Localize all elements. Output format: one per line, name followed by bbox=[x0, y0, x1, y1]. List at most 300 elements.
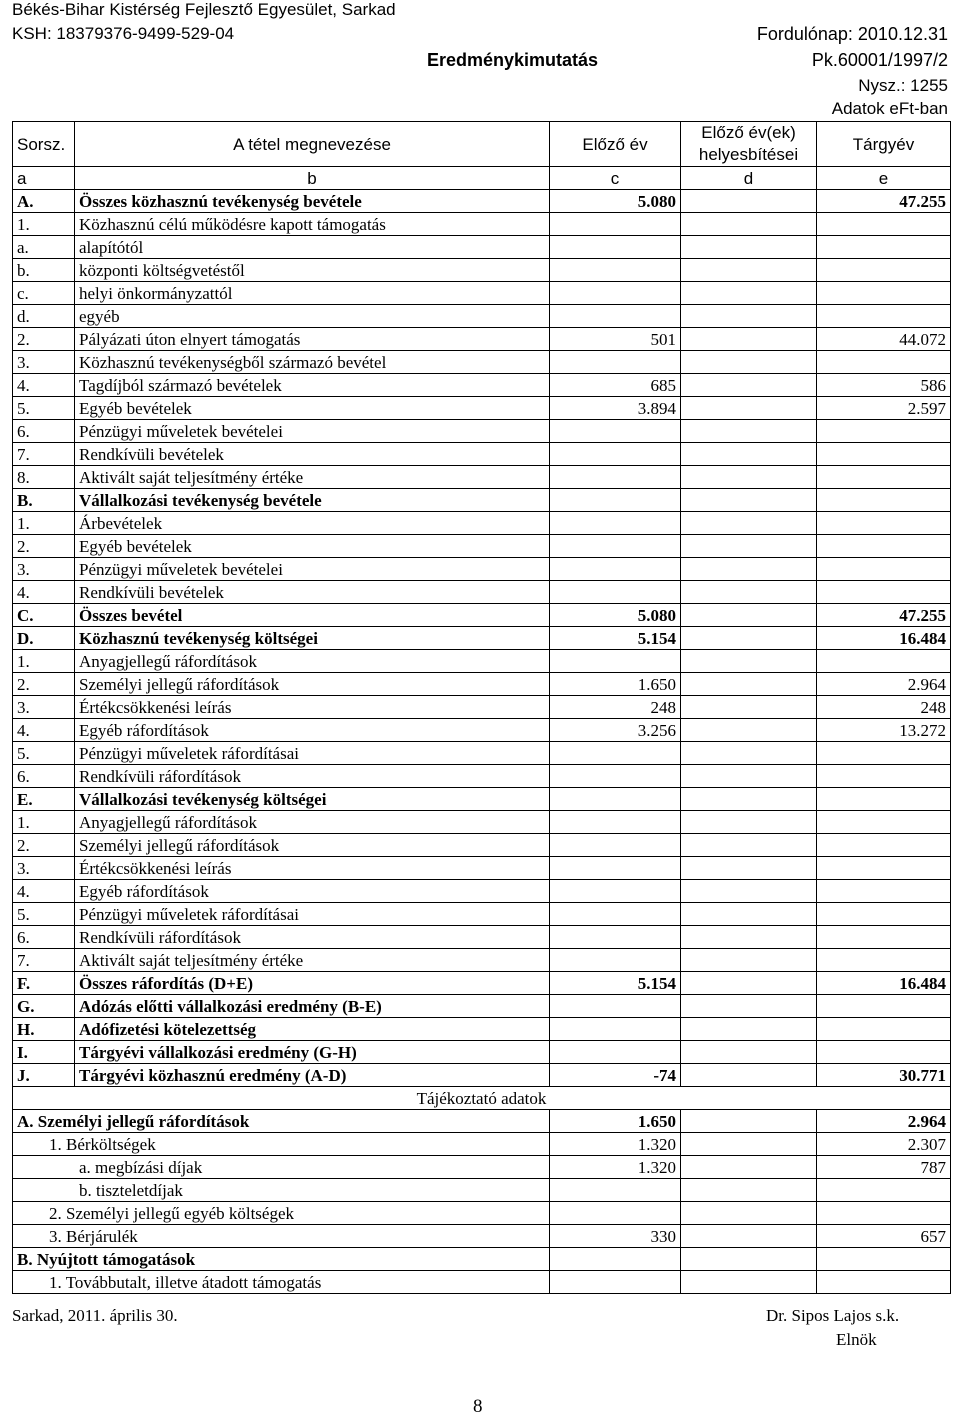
row-id: 6. bbox=[13, 765, 75, 788]
row-adjustment-value bbox=[681, 328, 817, 351]
row-adjustment-value bbox=[681, 374, 817, 397]
info-current-value bbox=[817, 1179, 951, 1202]
column-header-adjustments bbox=[681, 122, 817, 167]
row-adjustment-value bbox=[681, 765, 817, 788]
row-prev-value bbox=[550, 213, 681, 236]
row-current-value bbox=[817, 535, 951, 558]
row-id: d. bbox=[13, 305, 75, 328]
row-adjustment-value bbox=[681, 236, 817, 259]
info-label: 3. Bérjárulék bbox=[13, 1225, 550, 1248]
row-name: Vállalkozási tevékenység bevétele bbox=[75, 489, 550, 512]
info-prev-value bbox=[550, 1271, 681, 1294]
row-current-value bbox=[817, 903, 951, 926]
info-row bbox=[13, 1202, 951, 1225]
info-adjustment-value bbox=[681, 1179, 817, 1202]
row-adjustment-value bbox=[681, 788, 817, 811]
row-current-value: 16.484 bbox=[817, 627, 951, 650]
row-prev-value: 5.154 bbox=[550, 627, 681, 650]
row-current-value bbox=[817, 926, 951, 949]
row-prev-value bbox=[550, 512, 681, 535]
info-row bbox=[13, 1225, 951, 1248]
table-row bbox=[13, 489, 951, 512]
info-row bbox=[13, 1133, 951, 1156]
row-id: a. bbox=[13, 236, 75, 259]
row-current-value bbox=[817, 834, 951, 857]
table-row bbox=[13, 282, 951, 305]
row-prev-value bbox=[550, 282, 681, 305]
row-prev-value: -74 bbox=[550, 1064, 681, 1087]
column-letters-row bbox=[13, 167, 951, 190]
row-adjustment-value bbox=[681, 1064, 817, 1087]
row-current-value bbox=[817, 489, 951, 512]
row-id: C. bbox=[13, 604, 75, 627]
row-name: Személyi jellegű ráfordítások bbox=[75, 834, 550, 857]
row-current-value bbox=[817, 420, 951, 443]
table-row bbox=[13, 443, 951, 466]
row-current-value: 30.771 bbox=[817, 1064, 951, 1087]
row-id: B. bbox=[13, 489, 75, 512]
row-name: Összes közhasznú tevékenység bevétele bbox=[75, 190, 550, 213]
info-label: 2. Személyi jellegű egyéb költségek bbox=[13, 1202, 550, 1225]
row-adjustment-value bbox=[681, 512, 817, 535]
row-id: 5. bbox=[13, 742, 75, 765]
row-id: 5. bbox=[13, 903, 75, 926]
row-id: 2. bbox=[13, 535, 75, 558]
info-row bbox=[13, 1271, 951, 1294]
table-row bbox=[13, 1041, 951, 1064]
signatory-name: Dr. Sipos Lajos s.k. bbox=[766, 1306, 900, 1325]
info-row bbox=[13, 1179, 951, 1202]
row-prev-value bbox=[550, 742, 681, 765]
info-prev-value bbox=[550, 1248, 681, 1271]
row-current-value bbox=[817, 811, 951, 834]
row-adjustment-value bbox=[681, 443, 817, 466]
row-id: A. bbox=[13, 190, 75, 213]
row-adjustment-value bbox=[681, 834, 817, 857]
info-prev-value bbox=[550, 1202, 681, 1225]
info-adjustment-value bbox=[681, 1271, 817, 1294]
row-current-value bbox=[817, 742, 951, 765]
row-current-value: 44.072 bbox=[817, 328, 951, 351]
row-id: 3. bbox=[13, 351, 75, 374]
row-id: H. bbox=[13, 1018, 75, 1041]
reporting-date: Fordulónap: 2010.12.31 bbox=[756, 24, 948, 44]
row-current-value: 13.272 bbox=[817, 719, 951, 742]
table-row bbox=[13, 903, 951, 926]
row-current-value bbox=[817, 1018, 951, 1041]
table-row bbox=[13, 834, 951, 857]
row-id: c. bbox=[13, 282, 75, 305]
row-adjustment-value bbox=[681, 949, 817, 972]
row-name: Pályázati úton elnyert támogatás bbox=[75, 328, 550, 351]
row-name: Egyéb ráfordítások bbox=[75, 719, 550, 742]
row-name: Pénzügyi műveletek bevételei bbox=[75, 558, 550, 581]
row-name: Rendkívüli bevételek bbox=[75, 581, 550, 604]
table-row bbox=[13, 374, 951, 397]
row-adjustment-value bbox=[681, 650, 817, 673]
row-current-value: 47.255 bbox=[817, 604, 951, 627]
table-row bbox=[13, 742, 951, 765]
row-id: 6. bbox=[13, 420, 75, 443]
row-prev-value: 248 bbox=[550, 696, 681, 719]
row-name: Összes ráfordítás (D+E) bbox=[75, 972, 550, 995]
row-name: Anyagjellegű ráfordítások bbox=[75, 650, 550, 673]
table-header-row bbox=[13, 122, 951, 167]
place-and-date: Sarkad, 2011. április 30. bbox=[12, 1306, 178, 1325]
table-row bbox=[13, 719, 951, 742]
row-name: Tagdíjból származó bevételek bbox=[75, 374, 550, 397]
info-row bbox=[13, 1248, 951, 1271]
table-row bbox=[13, 926, 951, 949]
row-current-value bbox=[817, 236, 951, 259]
row-current-value: 16.484 bbox=[817, 972, 951, 995]
row-name: Értékcsökkenési leírás bbox=[75, 696, 550, 719]
row-current-value bbox=[817, 282, 951, 305]
info-adjustment-value bbox=[681, 1225, 817, 1248]
info-row bbox=[13, 1156, 951, 1179]
row-name: Árbevételek bbox=[75, 512, 550, 535]
row-adjustment-value bbox=[681, 627, 817, 650]
row-adjustment-value bbox=[681, 972, 817, 995]
row-prev-value bbox=[550, 305, 681, 328]
table-row bbox=[13, 328, 951, 351]
row-prev-value bbox=[550, 489, 681, 512]
row-current-value bbox=[817, 788, 951, 811]
info-label: A. Személyi jellegű ráfordítások bbox=[13, 1110, 550, 1133]
table-row bbox=[13, 512, 951, 535]
row-adjustment-value bbox=[681, 696, 817, 719]
row-prev-value: 1.650 bbox=[550, 673, 681, 696]
row-current-value: 586 bbox=[817, 374, 951, 397]
info-section-title: Tájékoztató adatok bbox=[13, 1087, 951, 1110]
row-adjustment-value bbox=[681, 213, 817, 236]
row-prev-value bbox=[550, 765, 681, 788]
row-name: Aktivált saját teljesítmény értéke bbox=[75, 949, 550, 972]
page-number: 8 bbox=[473, 1396, 483, 1417]
row-adjustment-value bbox=[681, 351, 817, 374]
row-name: Közhasznú célú működésre kapott támogatás bbox=[75, 213, 550, 236]
row-current-value bbox=[817, 880, 951, 903]
row-name: Pénzügyi műveletek ráfordításai bbox=[75, 903, 550, 926]
row-id: I. bbox=[13, 1041, 75, 1064]
row-name: Adózás előtti vállalkozási eredmény (B-E) bbox=[75, 995, 550, 1018]
row-id: 4. bbox=[13, 374, 75, 397]
row-adjustment-value bbox=[681, 811, 817, 834]
row-id: E. bbox=[13, 788, 75, 811]
row-prev-value bbox=[550, 351, 681, 374]
row-prev-value: 501 bbox=[550, 328, 681, 351]
row-id: 8. bbox=[13, 466, 75, 489]
table-row bbox=[13, 696, 951, 719]
row-name: helyi önkormányzattól bbox=[75, 282, 550, 305]
table-row bbox=[13, 558, 951, 581]
row-prev-value bbox=[550, 880, 681, 903]
ksh-number: KSH: 18379376-9499-529-04 bbox=[12, 24, 235, 43]
row-prev-value bbox=[550, 811, 681, 834]
info-adjustment-value bbox=[681, 1133, 817, 1156]
row-name: Közhasznú tevékenységből származó bevétel bbox=[75, 351, 550, 374]
row-name: alapítótól bbox=[75, 236, 550, 259]
row-id: 1. bbox=[13, 811, 75, 834]
row-adjustment-value bbox=[681, 719, 817, 742]
table-row bbox=[13, 673, 951, 696]
row-id: 2. bbox=[13, 673, 75, 696]
row-prev-value bbox=[550, 1018, 681, 1041]
row-id: 6. bbox=[13, 926, 75, 949]
table-row bbox=[13, 880, 951, 903]
row-id: 2. bbox=[13, 328, 75, 351]
table-row bbox=[13, 420, 951, 443]
row-id: 1. bbox=[13, 213, 75, 236]
column-header-prev: Előző év bbox=[550, 122, 681, 167]
row-prev-value bbox=[550, 995, 681, 1018]
row-adjustment-value bbox=[681, 673, 817, 696]
table-row bbox=[13, 581, 951, 604]
row-current-value bbox=[817, 443, 951, 466]
info-current-value bbox=[817, 1271, 951, 1294]
row-name: Értékcsökkenési leírás bbox=[75, 857, 550, 880]
row-name: Rendkívüli ráfordítások bbox=[75, 926, 550, 949]
row-adjustment-value bbox=[681, 259, 817, 282]
row-prev-value bbox=[550, 788, 681, 811]
row-id: D. bbox=[13, 627, 75, 650]
row-current-value bbox=[817, 305, 951, 328]
column-letter-d: d bbox=[681, 167, 817, 190]
info-current-value bbox=[817, 1202, 951, 1225]
table-row bbox=[13, 788, 951, 811]
row-id: 4. bbox=[13, 581, 75, 604]
row-id: G. bbox=[13, 995, 75, 1018]
row-adjustment-value bbox=[681, 880, 817, 903]
row-adjustment-value bbox=[681, 1041, 817, 1064]
row-prev-value bbox=[550, 650, 681, 673]
table-row bbox=[13, 535, 951, 558]
row-prev-value bbox=[550, 1041, 681, 1064]
row-adjustment-value bbox=[681, 604, 817, 627]
info-prev-value: 1.320 bbox=[550, 1156, 681, 1179]
info-label: a. megbízási díjak bbox=[13, 1156, 550, 1179]
row-prev-value: 3.256 bbox=[550, 719, 681, 742]
row-prev-value bbox=[550, 443, 681, 466]
registration-number: Nysz.: 1255 bbox=[858, 76, 948, 95]
row-name: Adófizetési kötelezettség bbox=[75, 1018, 550, 1041]
info-label: 1. Továbbutalt, illetve átadott támogatás bbox=[13, 1271, 550, 1294]
row-id: 5. bbox=[13, 397, 75, 420]
table-row bbox=[13, 305, 951, 328]
column-letter-a: a bbox=[13, 167, 75, 190]
row-name: Anyagjellegű ráfordítások bbox=[75, 811, 550, 834]
row-adjustment-value bbox=[681, 535, 817, 558]
info-label: b. tiszteletdíjak bbox=[13, 1179, 550, 1202]
table-row bbox=[13, 213, 951, 236]
row-current-value bbox=[817, 949, 951, 972]
row-current-value bbox=[817, 351, 951, 374]
row-prev-value: 3.894 bbox=[550, 397, 681, 420]
column-header-current: Tárgyév bbox=[817, 122, 951, 167]
info-adjustment-value bbox=[681, 1156, 817, 1179]
row-adjustment-value bbox=[681, 1018, 817, 1041]
row-prev-value bbox=[550, 236, 681, 259]
row-current-value: 2.597 bbox=[817, 397, 951, 420]
signatory-role: Elnök bbox=[836, 1330, 877, 1349]
column-header-adjustments-line2: helyesbítései bbox=[698, 145, 799, 164]
row-id: 3. bbox=[13, 857, 75, 880]
row-name: Tárgyévi vállalkozási eredmény (G-H) bbox=[75, 1041, 550, 1064]
row-adjustment-value bbox=[681, 903, 817, 926]
row-adjustment-value bbox=[681, 926, 817, 949]
column-letter-e: e bbox=[817, 167, 951, 190]
row-name: Pénzügyi műveletek ráfordításai bbox=[75, 742, 550, 765]
row-adjustment-value bbox=[681, 489, 817, 512]
unit-label: Adatok eFt-ban bbox=[831, 99, 948, 118]
row-name: Pénzügyi műveletek bevételei bbox=[75, 420, 550, 443]
table-row bbox=[13, 1018, 951, 1041]
column-header-sorsz: Sorsz. bbox=[13, 122, 75, 167]
table-row bbox=[13, 466, 951, 489]
row-current-value bbox=[817, 765, 951, 788]
income-statement-table bbox=[12, 121, 951, 1294]
table-row bbox=[13, 236, 951, 259]
row-prev-value: 5.154 bbox=[550, 972, 681, 995]
row-adjustment-value bbox=[681, 282, 817, 305]
row-adjustment-value bbox=[681, 420, 817, 443]
row-current-value: 2.964 bbox=[817, 673, 951, 696]
row-name: Összes bevétel bbox=[75, 604, 550, 627]
row-current-value bbox=[817, 466, 951, 489]
row-adjustment-value bbox=[681, 397, 817, 420]
row-name: Egyéb bevételek bbox=[75, 397, 550, 420]
table-row bbox=[13, 765, 951, 788]
column-header-name: A tétel megnevezése bbox=[75, 122, 550, 167]
row-name: Rendkívüli bevételek bbox=[75, 443, 550, 466]
table-row bbox=[13, 627, 951, 650]
row-current-value bbox=[817, 259, 951, 282]
row-prev-value bbox=[550, 259, 681, 282]
info-prev-value: 1.650 bbox=[550, 1110, 681, 1133]
row-current-value: 47.255 bbox=[817, 190, 951, 213]
table-row bbox=[13, 1064, 951, 1087]
page-title: Eredménykimutatás bbox=[427, 50, 599, 70]
table-row bbox=[13, 397, 951, 420]
table-row bbox=[13, 949, 951, 972]
row-adjustment-value bbox=[681, 466, 817, 489]
row-current-value bbox=[817, 1041, 951, 1064]
row-id: 7. bbox=[13, 949, 75, 972]
info-adjustment-value bbox=[681, 1248, 817, 1271]
row-prev-value bbox=[550, 926, 681, 949]
info-current-value: 657 bbox=[817, 1225, 951, 1248]
info-current-value: 2.307 bbox=[817, 1133, 951, 1156]
row-id: 1. bbox=[13, 512, 75, 535]
table-row bbox=[13, 351, 951, 374]
row-id: 2. bbox=[13, 834, 75, 857]
info-current-value bbox=[817, 1248, 951, 1271]
row-adjustment-value bbox=[681, 558, 817, 581]
row-prev-value bbox=[550, 834, 681, 857]
row-prev-value bbox=[550, 581, 681, 604]
info-current-value: 2.964 bbox=[817, 1110, 951, 1133]
row-current-value bbox=[817, 857, 951, 880]
organization-name: Békés-Bihar Kistérség Fejlesztő Egyesület, Sarkad bbox=[12, 0, 396, 19]
row-current-value bbox=[817, 558, 951, 581]
info-label: B. Nyújtott támogatások bbox=[13, 1248, 550, 1271]
row-id: J. bbox=[13, 1064, 75, 1087]
table-row bbox=[13, 995, 951, 1018]
row-current-value bbox=[817, 995, 951, 1018]
table-row bbox=[13, 604, 951, 627]
table-row bbox=[13, 811, 951, 834]
row-prev-value bbox=[550, 420, 681, 443]
row-name: Egyéb bevételek bbox=[75, 535, 550, 558]
row-id: 7. bbox=[13, 443, 75, 466]
row-adjustment-value bbox=[681, 190, 817, 213]
row-prev-value bbox=[550, 466, 681, 489]
registry-number: Pk.60001/1997/2 bbox=[811, 50, 948, 70]
row-prev-value: 685 bbox=[550, 374, 681, 397]
row-current-value bbox=[817, 213, 951, 236]
row-prev-value bbox=[550, 949, 681, 972]
row-name: Tárgyévi közhasznú eredmény (A-D) bbox=[75, 1064, 550, 1087]
row-name: Közhasznú tevékenység költségei bbox=[75, 627, 550, 650]
info-adjustment-value bbox=[681, 1202, 817, 1225]
info-title-row bbox=[13, 1087, 951, 1110]
table-row bbox=[13, 972, 951, 995]
row-prev-value bbox=[550, 558, 681, 581]
row-name: Egyéb ráfordítások bbox=[75, 880, 550, 903]
table-row bbox=[13, 190, 951, 213]
row-name: Rendkívüli ráfordítások bbox=[75, 765, 550, 788]
row-adjustment-value bbox=[681, 857, 817, 880]
row-name: központi költségvetéstől bbox=[75, 259, 550, 282]
row-adjustment-value bbox=[681, 581, 817, 604]
row-name: Aktivált saját teljesítmény értéke bbox=[75, 466, 550, 489]
row-adjustment-value bbox=[681, 305, 817, 328]
row-id: 3. bbox=[13, 696, 75, 719]
table-row bbox=[13, 259, 951, 282]
row-prev-value bbox=[550, 903, 681, 926]
column-header-adjustments-line1: Előző év(ek) bbox=[701, 123, 796, 142]
table-row bbox=[13, 650, 951, 673]
row-id: 3. bbox=[13, 558, 75, 581]
row-prev-value bbox=[550, 535, 681, 558]
row-id: 4. bbox=[13, 719, 75, 742]
row-name: Személyi jellegű ráfordítások bbox=[75, 673, 550, 696]
column-letter-c: c bbox=[550, 167, 681, 190]
info-row bbox=[13, 1110, 951, 1133]
info-prev-value bbox=[550, 1179, 681, 1202]
row-current-value bbox=[817, 650, 951, 673]
row-id: b. bbox=[13, 259, 75, 282]
info-prev-value: 330 bbox=[550, 1225, 681, 1248]
row-name: Vállalkozási tevékenység költségei bbox=[75, 788, 550, 811]
info-label: 1. Bérköltségek bbox=[13, 1133, 550, 1156]
row-id: F. bbox=[13, 972, 75, 995]
row-name: egyéb bbox=[75, 305, 550, 328]
column-letter-b: b bbox=[75, 167, 550, 190]
row-current-value: 248 bbox=[817, 696, 951, 719]
info-prev-value: 1.320 bbox=[550, 1133, 681, 1156]
row-id: 4. bbox=[13, 880, 75, 903]
row-adjustment-value bbox=[681, 995, 817, 1018]
info-current-value: 787 bbox=[817, 1156, 951, 1179]
row-prev-value: 5.080 bbox=[550, 190, 681, 213]
row-prev-value bbox=[550, 857, 681, 880]
row-current-value bbox=[817, 581, 951, 604]
row-id: 1. bbox=[13, 650, 75, 673]
table-row bbox=[13, 857, 951, 880]
row-adjustment-value bbox=[681, 742, 817, 765]
row-prev-value: 5.080 bbox=[550, 604, 681, 627]
